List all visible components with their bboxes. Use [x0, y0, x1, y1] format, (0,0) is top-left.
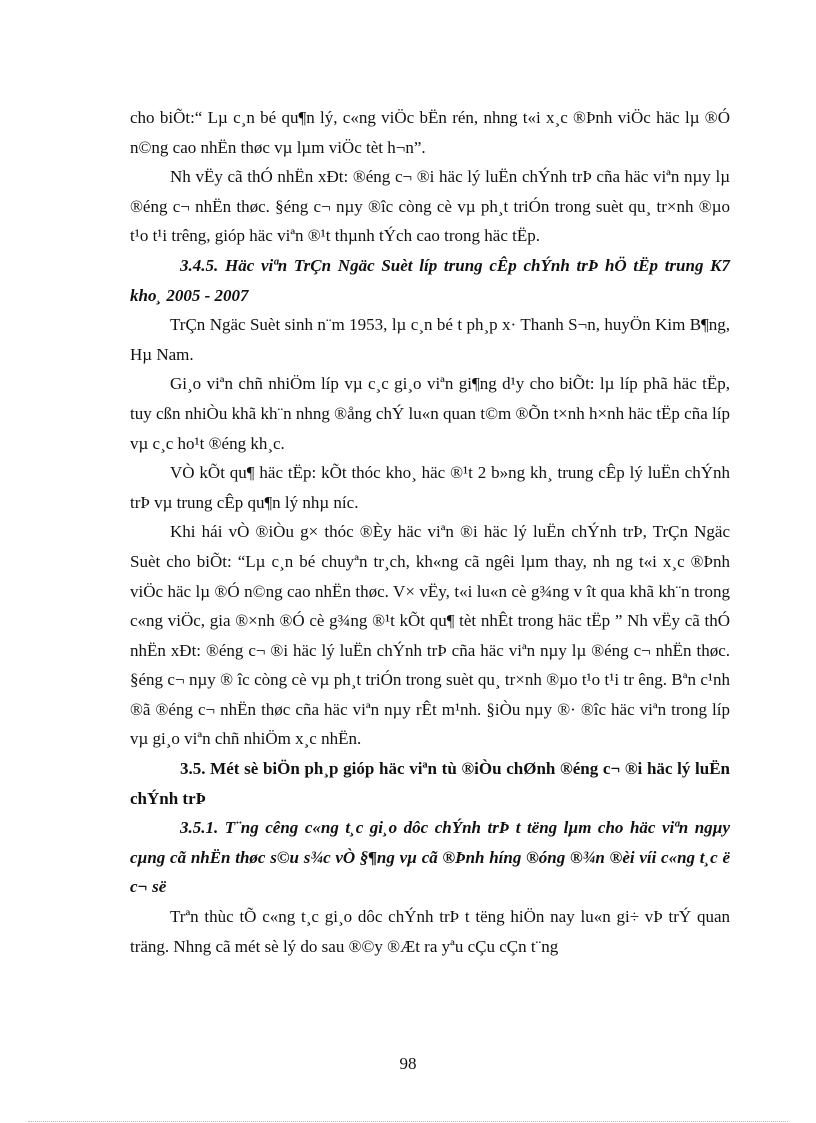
section-heading-3-5-1: 3.5.1. T¨ng cêng c«ng t¸c gi¸o dôc chÝnh trÞ t tëng lµm cho häc viªn ngµy cµng cã nhËn thøc s©u s¾c vÒ §¶ng vµ cã ®Þnh híng ®óng ®¾n ®èi víi c«ng t¸c ë c¬ së [130, 818, 730, 897]
paragraph: TrÇn Ngäc Suèt sinh n¨m 1953, lµ c¸n bé t ph¸p x· Thanh S¬n, huyÖn Kim B¶ng, Hµ Nam. [130, 315, 730, 364]
section-heading-3-5: 3.5. Mét sè biÖn ph¸p gióp häc viªn tù ®iÒu chØnh ®éng c¬ ®i häc lý luËn chÝnh trÞ [130, 759, 730, 808]
paragraph: Gi¸o viªn chñ nhiÖm líp vµ c¸c gi¸o viªn gi¶ng d¹y cho biÕt: lµ líp phã häc tËp, tuy cßn nhiÒu khã kh¨n nhng ®ång chÝ lu«n quan t©m ®Õn t×nh h×nh häc tËp cña líp vµ c¸c ho¹t ®éng kh¸c. [130, 374, 730, 453]
page-number: 98 [399, 1054, 417, 1073]
paragraph: Khi hái vÒ ®iÒu g× thóc ®Èy häc viªn ®i häc lý luËn chÝnh trÞ, TrÇn Ngäc Suèt cho biÕt: “Lµ c¸n bé chuyªn tr¸ch, kh«ng cã ngêi lµm thay, nh ng t«i x¸c ®Þnh viÖc häc lµ ®Ó n©ng cao nhËn thøc. V× vËy, t«i lu«n cè g¾ng v ît qua khã kh¨n trong c«ng viÖc, gia ®×nh ®Ó cè g¾ng ®¹t kÕt qu¶ tèt nhÊt trong häc tËp ” Nh vËy cã thÓ nhËn xÐt: ®éng c¬ ®i häc lý luËn chÝnh trÞ cña häc viªn nµy lµ ®éng c¬ nhËn thøc. §éng c¬ nµy ® îc còng cè vµ ph¸t triÓn trong suèt qu¸ tr×nh ®µo t¹o t¹i tr êng. Bªn c¹nh ®ã ®éng c¬ nhËn thøc cña häc viªn nµy rÊt m¹nh. §iÒu nµy ®· ®îc häc viªn trong líp vµ gi¸o viªn chñ nhiÖm x¸c nhËn. [130, 522, 730, 749]
paragraph: Nh vËy cã thÓ nhËn xÐt: ®éng c¬ ®i häc lý luËn chÝnh trÞ cña häc viªn nµy lµ ®éng c¬ nhËn thøc. §éng c¬ nµy ®îc còng cè vµ ph¸t triÓn trong suèt qu¸ tr×nh ®µo t¹o t¹i trêng, gióp häc viªn ®¹t thµnh tÝch cao trong häc tËp. [130, 167, 730, 246]
section-heading-3-4-5: 3.4.5. Häc viªn TrÇn Ngäc Suèt líp trung cÊp chÝnh trÞ hÖ tËp trung K7 kho¸ 2005 - 2007 [130, 255, 730, 305]
body-text [130, 103, 730, 961]
paragraph: VÒ kÕt qu¶ häc tËp: kÕt thóc kho¸ häc ®¹t 2 b»ng kh¸ trung cÊp lý luËn chÝnh trÞ vµ trung cÊp qu¶n lý nhµ níc. [130, 463, 730, 512]
page-bottom-divider [28, 1121, 788, 1122]
paragraph: Trªn thùc tÕ c«ng t¸c gi¸o dôc chÝnh trÞ t tëng hiÖn nay lu«n gi÷ vÞ trÝ quan träng. Nhng cã mét sè lý do sau ®©y ®Æt ra yªu cÇu cÇn t¨ng [130, 907, 730, 956]
paragraph-continuation: cho biÕt:“ Lµ c¸n bé qu¶n lý, c«ng viÖc bËn rén, nhng t«i x¸c ®Þnh viÖc häc lµ ®Ó n©ng cao nhËn thøc vµ lµm viÖc tèt h¬n”. [130, 108, 730, 157]
